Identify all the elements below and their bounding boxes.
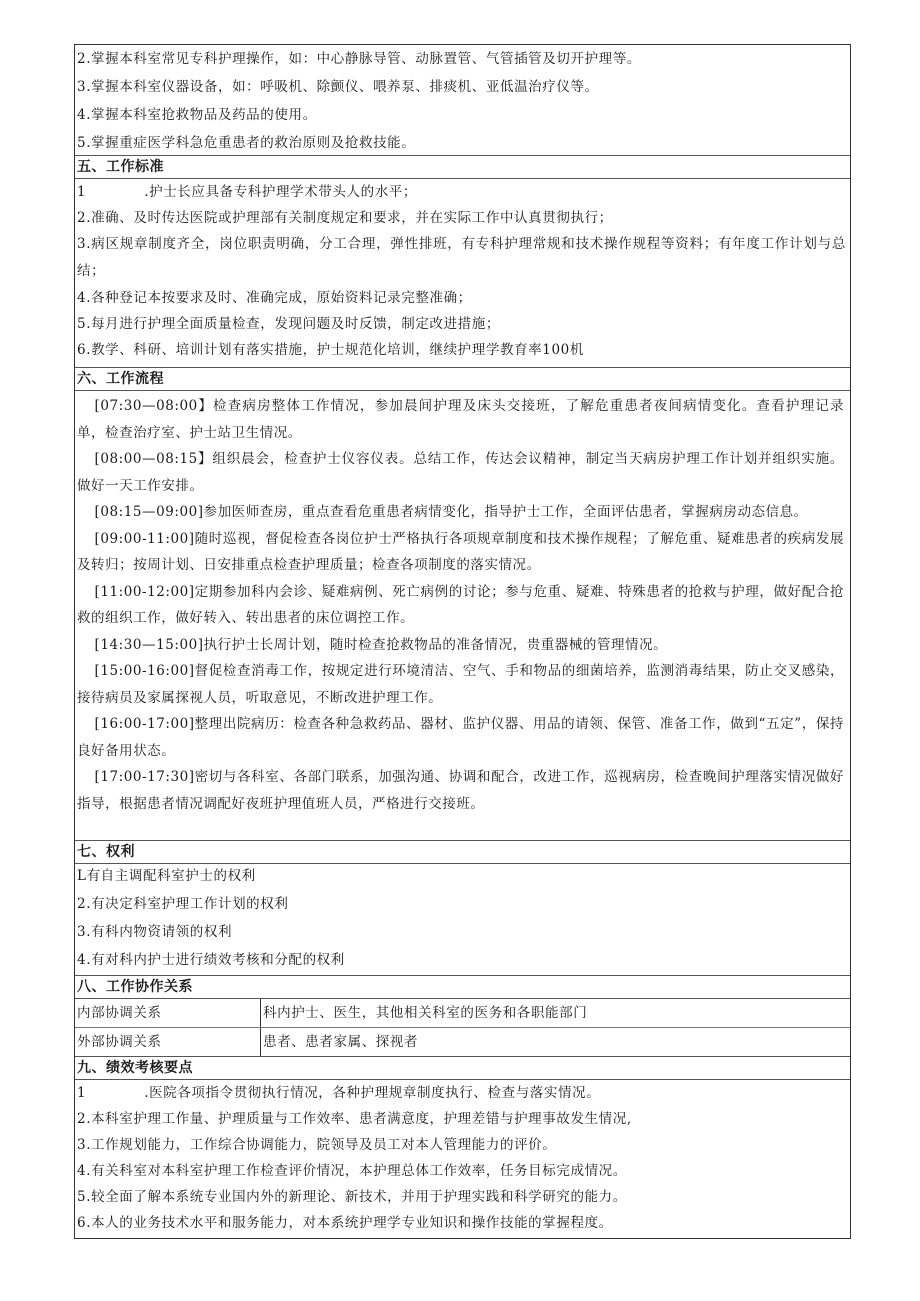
standards-item-2: 2.准确、及时传达医院或护理部有关制度规定和要求，并在实际工作中认真贯彻执行；: [77, 210, 613, 226]
workflow-entry-1600: [16:00-17:00]整理出院病历：检查各种急救药品、器材、监护仪器、用品的请领、保管、准备工作，做到“五定”，保持良好备用状态。: [77, 716, 844, 759]
external-relation-label: 外部协调关系: [75, 1028, 261, 1057]
standards-item-1-number: 1: [77, 184, 87, 200]
standards-item-3: 3.病区规章制度齐全，岗位职责明确，分工合理，弹性排班，有专科护理常规和技术操作规程等资料；有年度工作计划与总结；: [77, 236, 846, 279]
performance-item-4: 4.有关科室对本科室护理工作检查评价情况，本护理总体工作效率，任务目标完成情况。: [77, 1163, 627, 1179]
workflow-entry-1430: [14:30—15:00]执行护士长周计划，随时检查抢救物品的准备情况，贵重器械的管理情况。: [94, 636, 668, 653]
performance-item-2: 2.本科室护理工作量、护理质量与工作效率、患者满意度，护理差错与护理事故发生情况,: [77, 1111, 632, 1127]
skills-item-3: 3.掌握本科室仪器设备，如：呼吸机、除颤仪、喂养泵、排痰机、亚低温治疗仪等。: [77, 79, 599, 95]
table-row: [75, 1028, 850, 1057]
job-description-table: [74, 44, 851, 1239]
workflow-entry-0730: [07:30—08:00】检查病房整体工作情况，参加晨间护理及床头交接班，了解危重患者夜间病情变化。查看护理记录单，检查治疗室、护士站卫生情况。: [77, 398, 844, 441]
internal-relation-value: 科内护士、医生，其他相关科室的医务和各职能部门: [261, 999, 851, 1028]
workflow-entry-1100: [11:00-12:00]定期参加科内会诊、疑难病例、死亡病例的讨论；参与危重、疑难、特殊患者的抢救与护理，做好配合抢救的组织工作，做好转入、转出患者的床位调控工作。: [77, 583, 844, 626]
skills-list: [75, 45, 850, 156]
section-work-standards-title: 五、工作标准: [75, 156, 850, 179]
workflow-entry-0800: [08:00—08:15】组织晨会，检查护士仪容仪表。总结工作，传达会议精神，制定当天病房护理工作计划并组织实施。做好一天工作安排。: [77, 451, 844, 494]
section-workflow-title: 六、工作流程: [75, 368, 850, 391]
workflow-entry-0815: [08:15—09:00]参加医师查房，重点查看危重患者病情变化，指导护士工作，全面评估患者，掌握病房动态信息。: [94, 504, 808, 520]
performance-item-1-number: 1: [77, 1085, 87, 1101]
external-relation-value: 患者、患者家属、探视者: [263, 1034, 419, 1050]
performance-item-1: [75, 1080, 850, 1106]
standards-item-1: [75, 179, 850, 205]
work-standards-list: [75, 179, 850, 368]
table-row: [75, 999, 850, 1028]
standards-item-6: 6.教学、科研、培训计划有落实措施，护士规范化培训，继续护理学教育率100机: [77, 342, 584, 358]
rights-item-3: 3.有科内物资请领的权利: [77, 924, 233, 940]
standards-item-5: 5.每月进行护理全面质量检查，发现问题及时反馈，制定改进措施；: [77, 316, 500, 332]
performance-item-1-text: .医院各项指令贯彻执行情况，各种护理规章制度执行、检查与落实情况。: [144, 1085, 601, 1101]
performance-item-6: 6.本人的业务技术水平和服务能力，对本系统护理学专业知识和操作技能的掌握程度。: [77, 1215, 613, 1231]
standards-item-1-text: .护士长应具备专科护理学术带头人的水平；: [144, 184, 417, 200]
rights-item-2: 2.有决定科室护理工作计划的权利: [77, 896, 289, 912]
section-performance-title: 九、绩效考核要点: [75, 1057, 850, 1080]
performance-item-5: 5.较全面了解本系统专业国内外的新理论、新技术，并用于护理实践和科学研究的能力。: [77, 1189, 627, 1205]
rights-list: [75, 864, 850, 976]
skills-item-5: 5.掌握重症医学科急危重患者的救治原则及抢救技能。: [77, 135, 416, 151]
workflow-entry-0900: [09:00-11:00]随时巡视，督促检查各岗位护士严格执行各项规章制度和技术操作规程；了解危重、疑难患者的疾病发展及转归；按周计划、日安排重点检查护理质量；检查各项制度的落实情况。: [77, 530, 844, 573]
collaboration-table: [75, 999, 850, 1057]
skills-item-4: 4.掌握本科室抢救物品及药品的使用。: [77, 107, 317, 123]
workflow-list: [75, 391, 850, 841]
rights-item-4: 4.有对科内护士进行绩效考核和分配的权利: [77, 952, 345, 968]
performance-item-3: 3.工作规划能力，工作综合协调能力，院领导及员工对本人管理能力的评价。: [77, 1137, 557, 1153]
section-collaboration-title: 八、工作协作关系: [75, 976, 850, 999]
internal-relation-label: 内部协调关系: [75, 999, 261, 1028]
section-rights-title: 七、权利: [75, 841, 850, 864]
workflow-entry-1500: [15:00-16:00]督促检查消毒工作，按规定进行环境清洁、空气、手和物品的细菌培养，监测消毒结果，防止交叉感染，接待病员及家属探视人员，听取意见，不断改进护理工作。: [77, 663, 844, 706]
rights-item-1: L有自主调配科室护士的权利: [77, 868, 256, 884]
workflow-entry-1700: [17:00-17:30]密切与各科室、各部门联系，加强沟通、协调和配合，改进工作，巡视病房，检查晚间护理落实情况做好指导，根据患者情况调配好夜班护理值班人员，严格进行交接班。: [77, 769, 844, 812]
performance-list: [75, 1080, 850, 1238]
standards-item-4: 4.各种登记本按要求及时、准确完成，原始资料记录完整准确；: [77, 290, 472, 306]
skills-item-2: 2.掌握本科室常见专科护理操作，如：中心静脉导管、动脉置管、气管插管及切开护理等。: [77, 51, 641, 67]
